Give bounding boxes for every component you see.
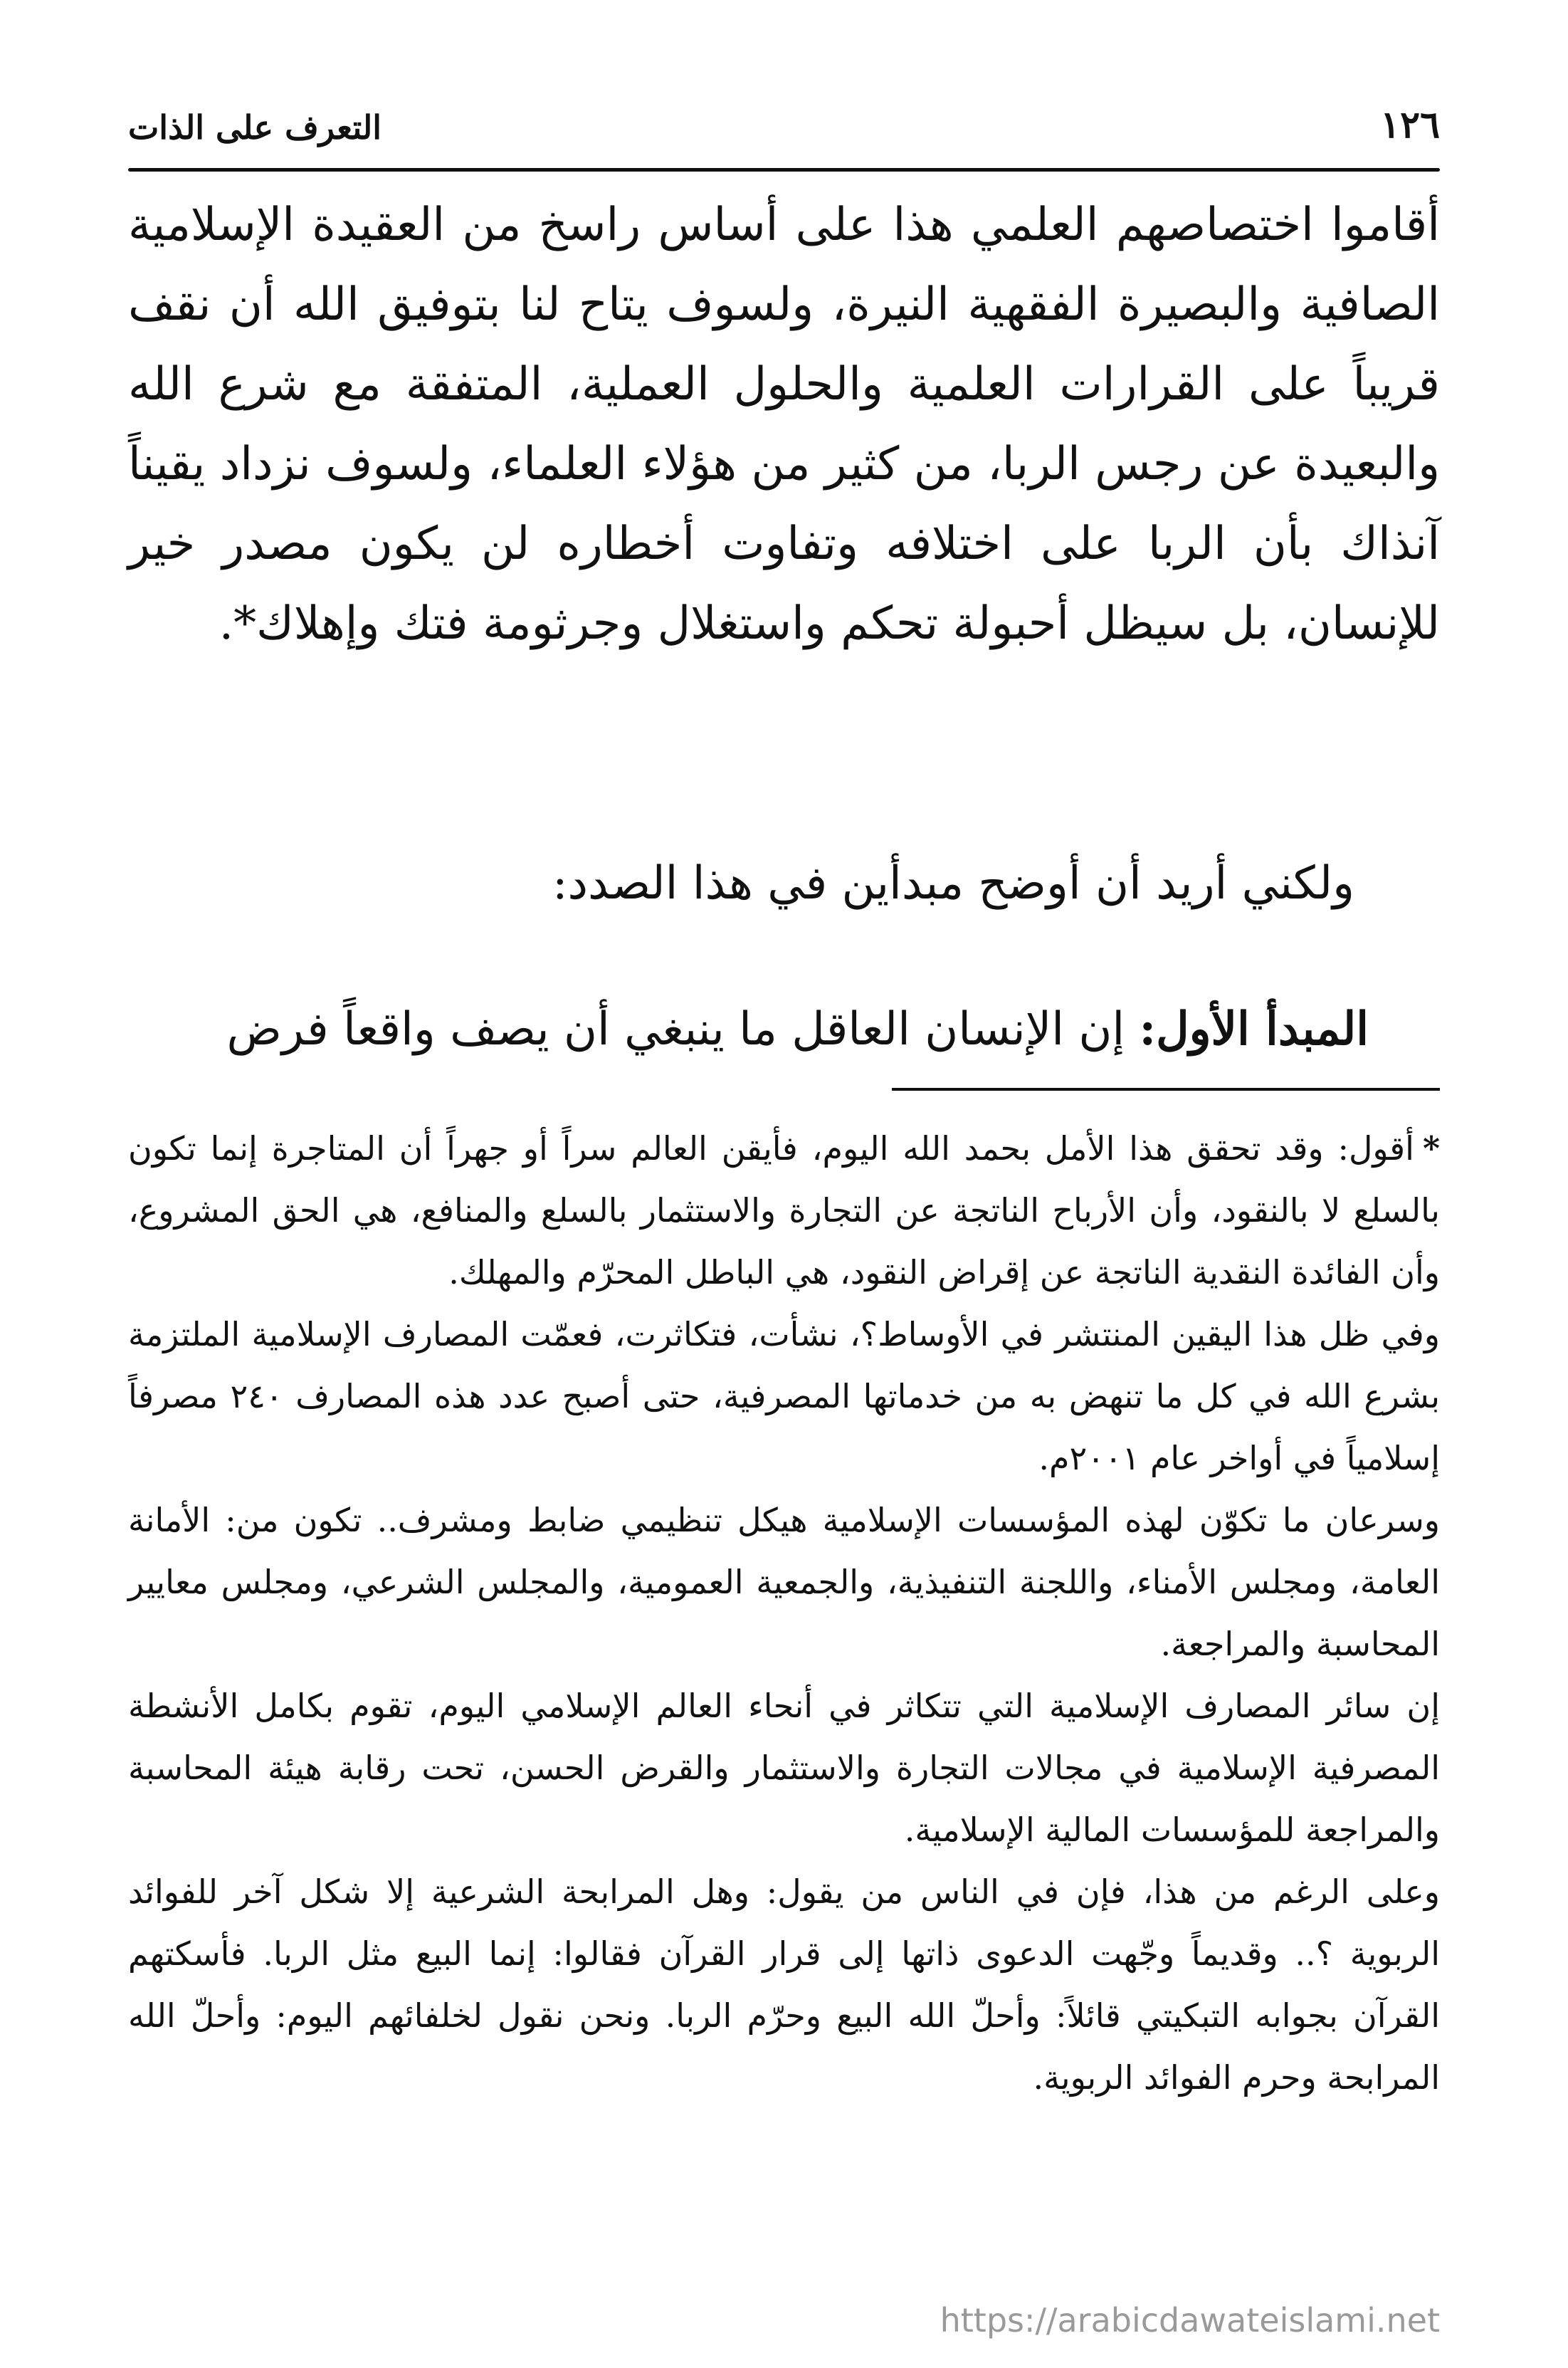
page-number: ١٢٦ <box>1380 103 1440 147</box>
watermark-url: https://arabicdawateislami.net <box>940 2301 1440 2340</box>
principle-line <box>128 990 1369 1069</box>
body-paragraph: أقاموا اختصاصهم العلمي هذا على أساس راسخ من العقيدة الإسلامية الصافية والبصيرة الفقهية النيرة، ولسوف يتاح لنا بتوفيق الله أن نقف قريباً على القرارات العلمية والحلول العملية، المتفقة مع شرع الله والبعيدة عن رجس الربا، من كثير من هؤلاء العلماء، ولسوف نزداد يقيناً آنذاك بأن الربا على اختلافه وتفاوت أخطاره لن يكون مصدر خير للإنسان، بل سيظل أحبولة تحكم واستغلال وجرثومة فتك وإهلاك*. <box>128 199 1441 650</box>
footnote-paragraph: وسرعان ما تكوّن لهذه المؤسسات الإسلامية هيكل تنظيمي ضابط ومشرف.. تكون من: الأمانة العامة، ومجلس الأمناء، واللجنة التنفيذية، والجمعية العمومية، والمجلس الشرعي، ومجلس معايير المحاسبة والمراجعة. <box>128 1501 1440 1663</box>
footnote-paragraph: وعلى الرغم من هذا، فإن في الناس من يقول: وهل المرابحة الشرعية إلا شكل آخر للفوائد الربوية ؟.. وقديماً وجّهت الدعوى ذاتها إلى قرار القرآن فقالوا: إنما البيع مثل الربا. فأسكتهم القرآن بجوابه التبكيتي قائلاً: وأحلّ الله البيع وحرّم الربا. ونحن نقول لخلفائهم اليوم: وأحلّ الله المرابحة وحرم الفوائد الربوية. <box>128 1872 1440 2097</box>
intro-line: ولكني أريد أن أوضح مبدأين في هذا الصدد: <box>552 857 1354 910</box>
running-header <box>128 83 1440 147</box>
principle-text: إن الإنسان العاقل ما ينبغي أن يصف واقعاً فرض <box>226 1003 1140 1056</box>
main-text <box>128 185 1440 664</box>
header-rule <box>128 168 1440 172</box>
footnote-text: أقول: وقد تحقق هذا الأمل بحمد الله اليوم، فأيقن العالم سراً أو جهراً أن المتاجرة إنما تكون بالسلع لا بالنقود، وأن الأرباح الناتجة عن التجارة والاستثمار بالسلع والمنافع، هي الحق المشروع، وأن الفائدة النقدية الناتجة عن إقراض النقود، هي الباطل المحرّم والمهلك. <box>128 1129 1440 1292</box>
footnote-separator <box>892 1088 1440 1091</box>
running-title: التعرف على الذات <box>128 108 382 147</box>
footnote-paragraph: إن سائر المصارف الإسلامية التي تتكاثر في أنحاء العالم الإسلامي اليوم، تقوم بكامل الأنشطة المصرفية الإسلامية في مجالات التجارة والاستثمار والقرض الحسن، تحت رقابة هيئة المحاسبة والمراجعة للمؤسسات المالية الإسلامية. <box>128 1687 1441 1849</box>
footnote-paragraph <box>128 1118 1440 1304</box>
principle-title: المبدأ الأول: <box>1139 1002 1369 1056</box>
footnote-marker: * <box>1422 1129 1440 1168</box>
footnotes <box>128 1118 1440 2109</box>
footnote-paragraph: وفي ظل هذا اليقين المنتشر في الأوساط؟، نشأت، فتكاثرت، فعمّت المصارف الإسلامية الملتزمة بشرع الله في كل ما تنهض به من خدماتها المصرفية، حتى أصبح عدد هذه المصارف ٢٤٠ مصرفاً إسلامياً في أواخر عام ٢٠٠١م. <box>128 1315 1441 1477</box>
